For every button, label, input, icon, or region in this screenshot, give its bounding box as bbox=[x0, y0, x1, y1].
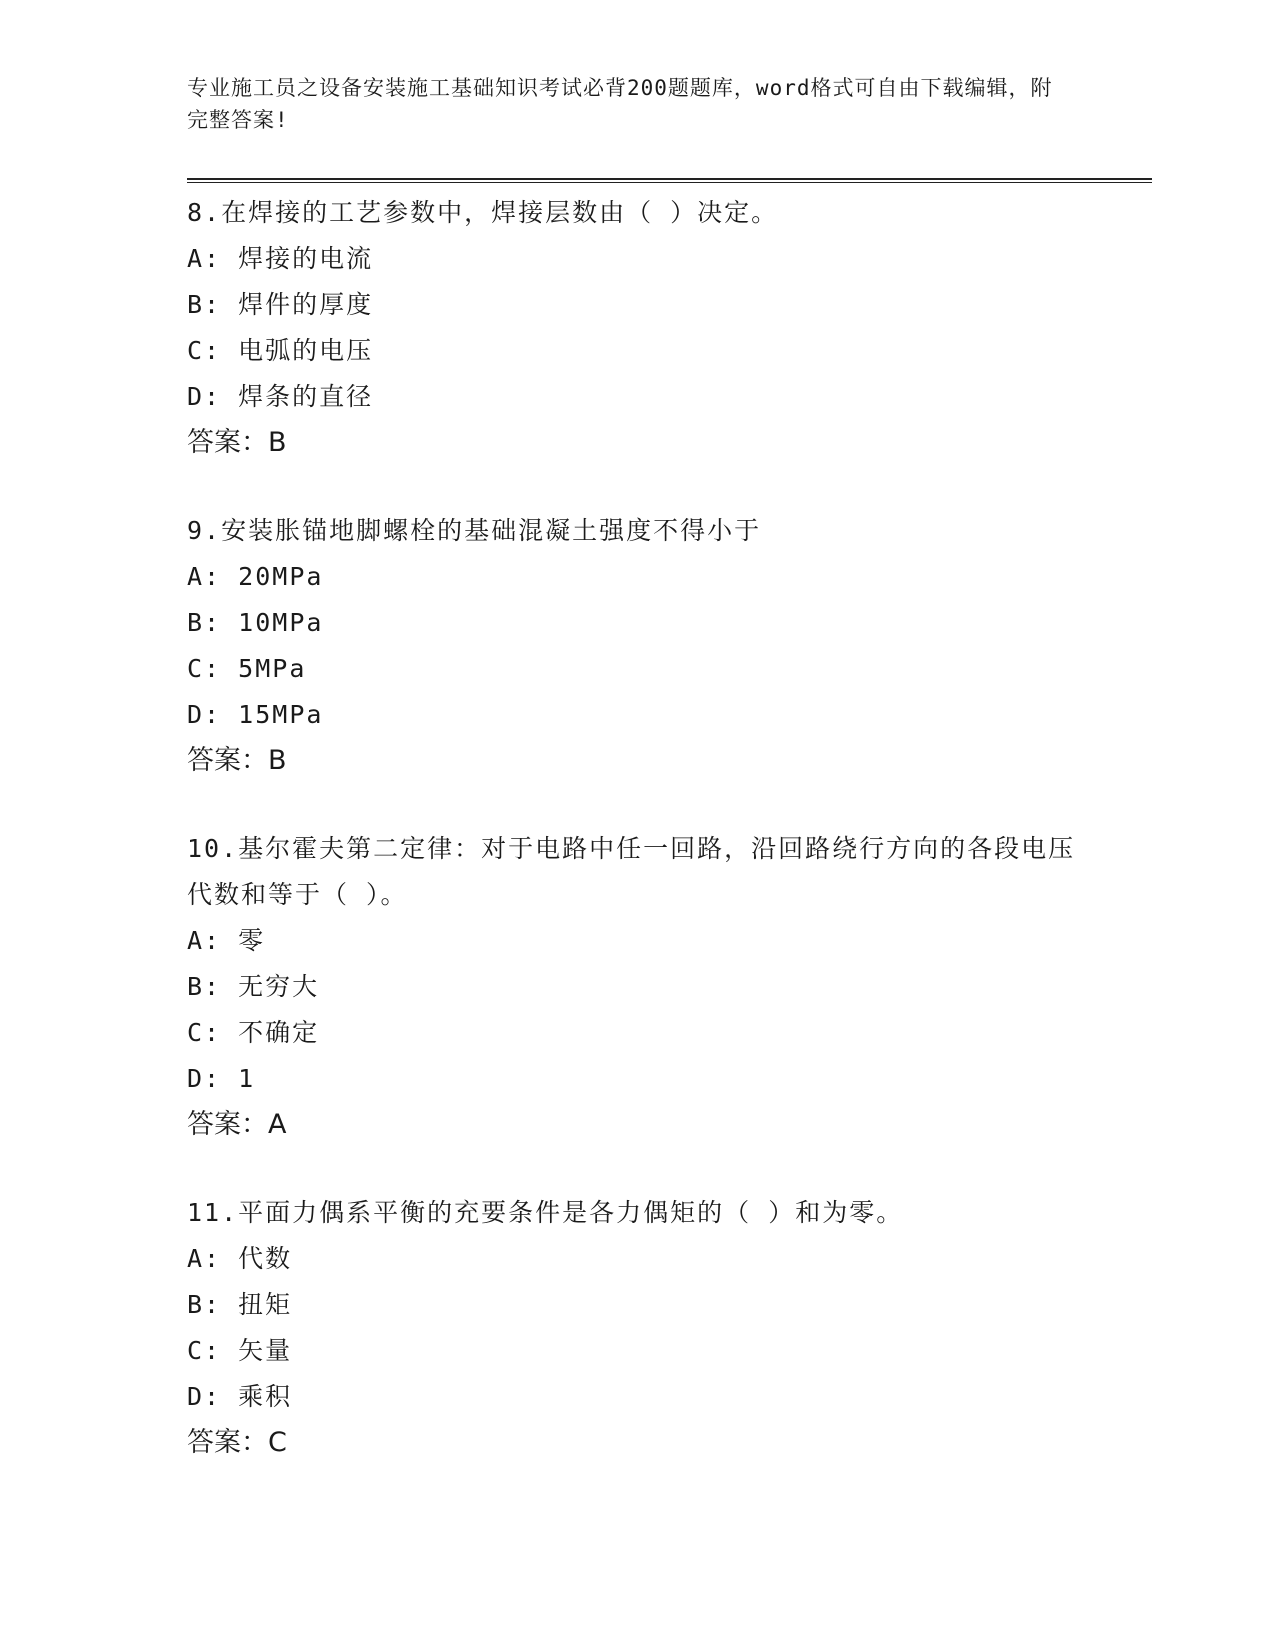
question-stem: 8.在焊接的工艺参数中，焊接层数由（ ）决定。 bbox=[187, 198, 779, 227]
document-title: 专业施工员之设备安装施工基础知识考试必背200题题库，word格式可自由下载编辑，附完整答案! bbox=[187, 76, 1053, 132]
option-b: B: 10MPa bbox=[187, 608, 324, 637]
question-9 bbox=[187, 508, 1087, 784]
answer-line: 答案：B bbox=[187, 427, 287, 458]
option-a: A: 代数 bbox=[187, 1244, 293, 1273]
option-d: D: 焊条的直径 bbox=[187, 382, 374, 411]
option-d: D: 1 bbox=[187, 1064, 256, 1093]
option-c: C: 矢量 bbox=[187, 1336, 293, 1365]
answer-line: 答案：B bbox=[187, 745, 287, 776]
option-c: C: 不确定 bbox=[187, 1018, 320, 1047]
question-stem: 10.基尔霍夫第二定律：对于电路中任一回路，沿回路绕行方向的各段电压代数和等于（ ）。 bbox=[187, 834, 1076, 909]
question-10 bbox=[187, 826, 1087, 1148]
option-b: B: 无穷大 bbox=[187, 972, 320, 1001]
option-a: A: 20MPa bbox=[187, 562, 324, 591]
answer-line: 答案：C bbox=[187, 1427, 287, 1458]
option-b: B: 扭矩 bbox=[187, 1290, 293, 1319]
option-d: D: 乘积 bbox=[187, 1382, 293, 1411]
question-8 bbox=[187, 190, 1087, 466]
answer-line: 答案：A bbox=[187, 1109, 287, 1140]
question-stem: 11.平面力偶系平衡的充要条件是各力偶矩的（ ）和为零。 bbox=[187, 1198, 904, 1227]
option-b: B: 焊件的厚度 bbox=[187, 290, 374, 319]
question-stem: 9.安装胀锚地脚螺栓的基础混凝土强度不得小于 bbox=[187, 516, 762, 545]
question-list bbox=[187, 190, 1087, 1508]
option-c: C: 5MPa bbox=[187, 654, 307, 683]
question-11 bbox=[187, 1190, 1087, 1466]
option-d: D: 15MPa bbox=[187, 700, 324, 729]
option-c: C: 电弧的电压 bbox=[187, 336, 374, 365]
option-a: A: 零 bbox=[187, 926, 266, 955]
option-a: A: 焊接的电流 bbox=[187, 244, 374, 273]
header-divider bbox=[187, 178, 1152, 183]
